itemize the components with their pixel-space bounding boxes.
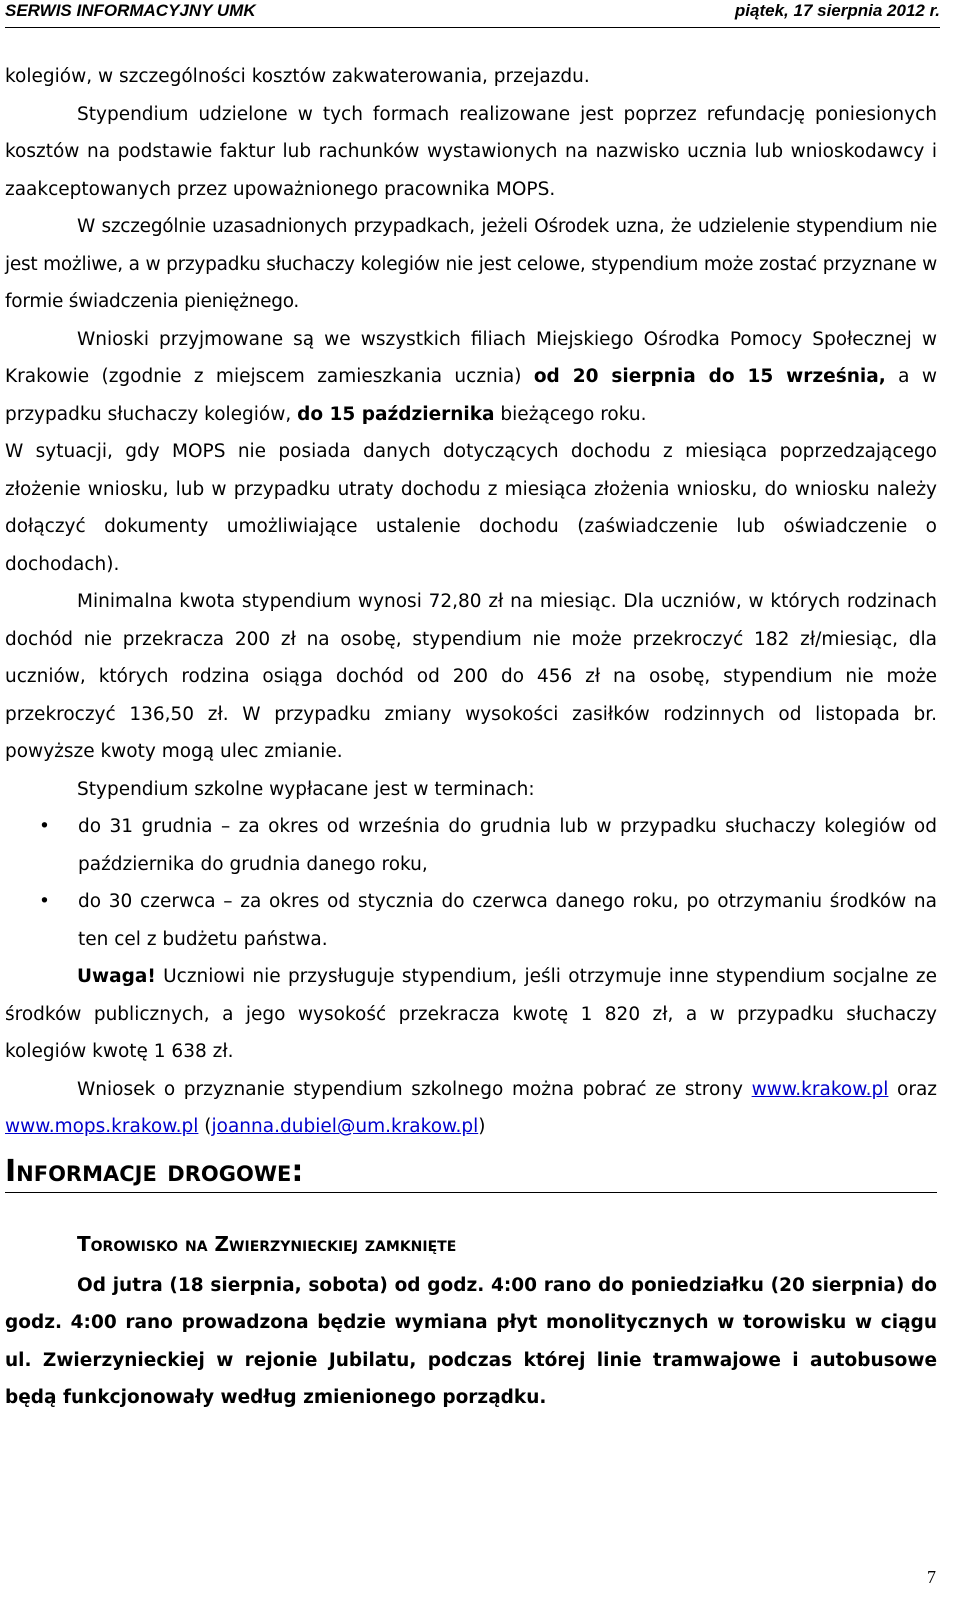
paragraph-continuation: kolegiów, w szczególności kosztów zakwaterowania, przejazdu.: [5, 66, 590, 87]
krakow-link[interactable]: www.krakow.pl: [751, 1078, 889, 1100]
warning-label: Uwaga!: [77, 966, 156, 987]
header-publication-title: SERWIS INFORMACYJNY UMK: [5, 1, 256, 20]
college-deadline: do 15 października: [297, 403, 495, 425]
paragraph-payment-terms: Stypendium szkolne wypłacane jest w terminach:: [77, 778, 535, 800]
header-date: piątek, 17 sierpnia 2012 r.: [734, 1, 940, 20]
paragraph-cash-benefit: W szczególnie uzasadnionych przypadkach, jeżeli Ośrodek uzna, że udzielenie stypendium nie jest możliwe, a w przypadku słuchaczy kolegiów nie jest celowe, stypendium może zostać przyznane w formie świadczenia pieniężnego.: [5, 216, 937, 312]
section-heading-road-info: Informacje drogowe:: [5, 1152, 937, 1193]
paragraph-applications: Wnioski przyjmowane są we wszystkich filiach Miejskiego Ośrodka Pomocy Społecznej w Krakowie (zgodnie z miejscem zamieszkania ucznia) od 20 sierpnia do 15 września, a w przypadku słuchaczy kolegiów, do 15 października bieżącego roku.: [5, 328, 937, 425]
paragraph-warning: Uwaga! Uczniowi nie przysługuje stypendium, jeśli otrzymuje inne stypendium socjalne ze środków publicznych, a jego wysokość przekracza kwotę 1 820 zł, a w przypadku słuchaczy kolegiów kwotę 1 638 zł.: [5, 966, 937, 1062]
payment-terms-list: [5, 808, 937, 958]
application-deadline: od 20 sierpnia do 15 września,: [533, 366, 886, 387]
paragraph-income-docs: W sytuacji, gdy MOPS nie posiada danych dotyczących dochodu z miesiąca poprzedzającego złożenie wniosku, lub w przypadku utraty dochodu z miesiąca złożenia wniosku, do wniosku należy dołączyć dokumenty umożliwiające ustalenie dochodu (zaświadczenie lub oświadczenie o dochodach).: [5, 441, 937, 575]
article-title-tramway: Torowisko na Zwierzynieckiej zamknięte: [77, 1231, 457, 1256]
list-item: • do 31 grudnia – za okres od września do grudnia lub w przypadku słuchaczy kolegiów od października do grudnia danego roku,: [5, 808, 937, 883]
paragraph-amounts: Minimalna kwota stypendium wynosi 72,80 zł na miesiąc. Dla uczniów, w których rodzinach dochód nie przekracza 200 zł na osobę, stypendium nie może przekroczyć 182 zł/miesiąc, dla uczniów, których rodzina osiąga dochód od 200 do 456 zł na osobę, stypendium nie może przekroczyć 136,50 zł. W przypadku zmiany wysokości zasiłków rodzinnych od listopada br. powyższe kwoty mogą ulec zmianie.: [5, 591, 937, 762]
paragraph-refund: Stypendium udzielone w tych formach realizowane jest poprzez refundację poniesionych kosztów na podstawie faktur lub rachunków wystawionych na nazwisko ucznia lub wnioskodawcy i zaakceptowanych przez upoważnionego pracownika MOPS.: [5, 103, 937, 200]
page-header: [5, 0, 940, 28]
list-item: • do 30 czerwca – za okres od stycznia do czerwca danego roku, po otrzymaniu środków na ten cel z budżetu państwa.: [5, 883, 937, 958]
paragraph-download: Wniosek o przyznanie stypendium szkolnego można pobrać ze strony www.krakow.pl oraz www.mops.krakow.pl (joanna.dubiel@um.krakow.pl): [5, 1078, 937, 1137]
page-number: 7: [927, 1567, 936, 1587]
paragraph-tramway-closure: Od jutra (18 sierpnia, sobota) od godz. 4:00 rano do poniedziałku (20 sierpnia) do godz. 4:00 rano prowadzona będzie wymiana płyt monolitycznych w torowisku w ciągu ul. Zwierzynieckiej w rejonie Jubilatu, podczas której linie tramwajowe i autobusowe będą funkcjonowały według zmienionego porządku.: [5, 1274, 937, 1408]
mops-krakow-link[interactable]: www.mops.krakow.pl: [5, 1116, 199, 1137]
article-body: [5, 58, 937, 1417]
email-link[interactable]: joanna.dubiel@um.krakow.pl: [211, 1116, 479, 1137]
